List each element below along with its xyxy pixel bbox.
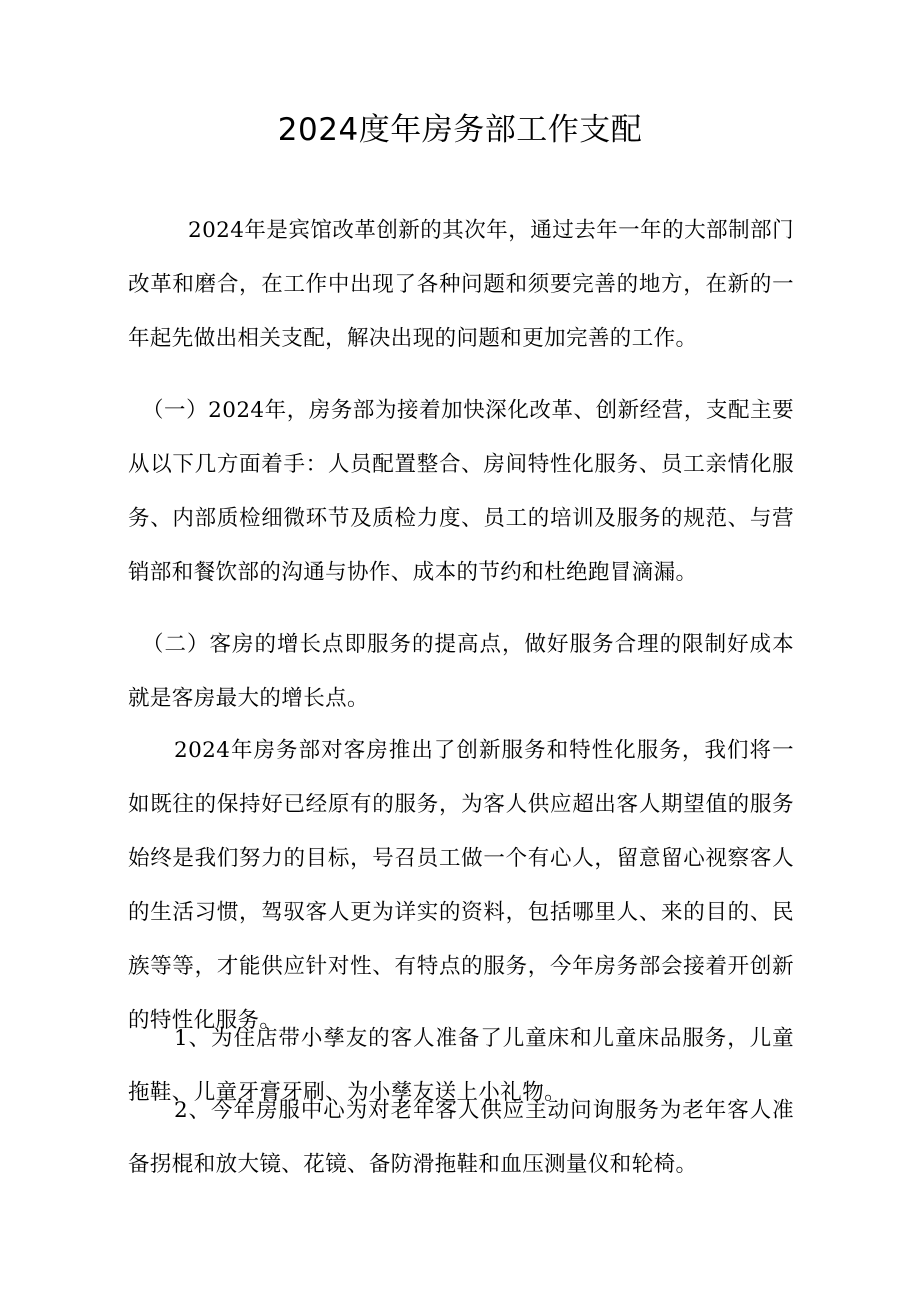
paragraph-innovation-service: 2024年房务部对客房推出了创新服务和特性化服务，我们将一如既往的保持好已经原有的服务，为客人供应超出客人期望值的服务始终是我们努力的目标，号召员工做一个有心人，留意留心视察客人的生活习惯，驾驭客人更为详实的资料，包括哪里人、来的目的、民族等等，才能供应针对性、有特点的服务，今年房务部会接着开创新的特性化服务。 xyxy=(128,738,794,1033)
document-title: 2024度年房务部工作支配 xyxy=(277,112,643,148)
paragraph-section-two: （二）客房的增长点即服务的提高点，做好服务合理的限制好成本就是客房最大的增长点。 xyxy=(128,632,794,711)
paragraph-section-one: （一）2024年，房务部为接着加快深化改革、创新经营，支配主要从以下几方面着手：人员配置整合、房间特性化服务、员工亲情化服务、内部质检细微环节及质检力度、员工的培训及服务的规范、与营销部和餐饮部的沟通与协作、成本的节约和杜绝跑冒滴漏。 xyxy=(128,398,794,585)
paragraph-intro: 2024年是宾馆改革创新的其次年，通过去年一年的大部制部门改革和磨合，在工作中出现了各种问题和须要完善的地方，在新的一年起先做出相关支配，解决出现的问题和更加完善的工作。 xyxy=(128,218,794,351)
list-item-children-service: 1、为住店带小孳友的客人准备了儿童床和儿童床品服务，儿童拖鞋、儿童牙膏牙刷、为小孳友送上小礼物。 xyxy=(128,1026,794,1105)
list-item-elderly-service: 2、今年房服中心为对老年客人供应主动问询服务为老年客人准备拐棍和放大镜、花镜、备防滑拖鞋和血压测量仪和轮椅。 xyxy=(128,1098,794,1177)
